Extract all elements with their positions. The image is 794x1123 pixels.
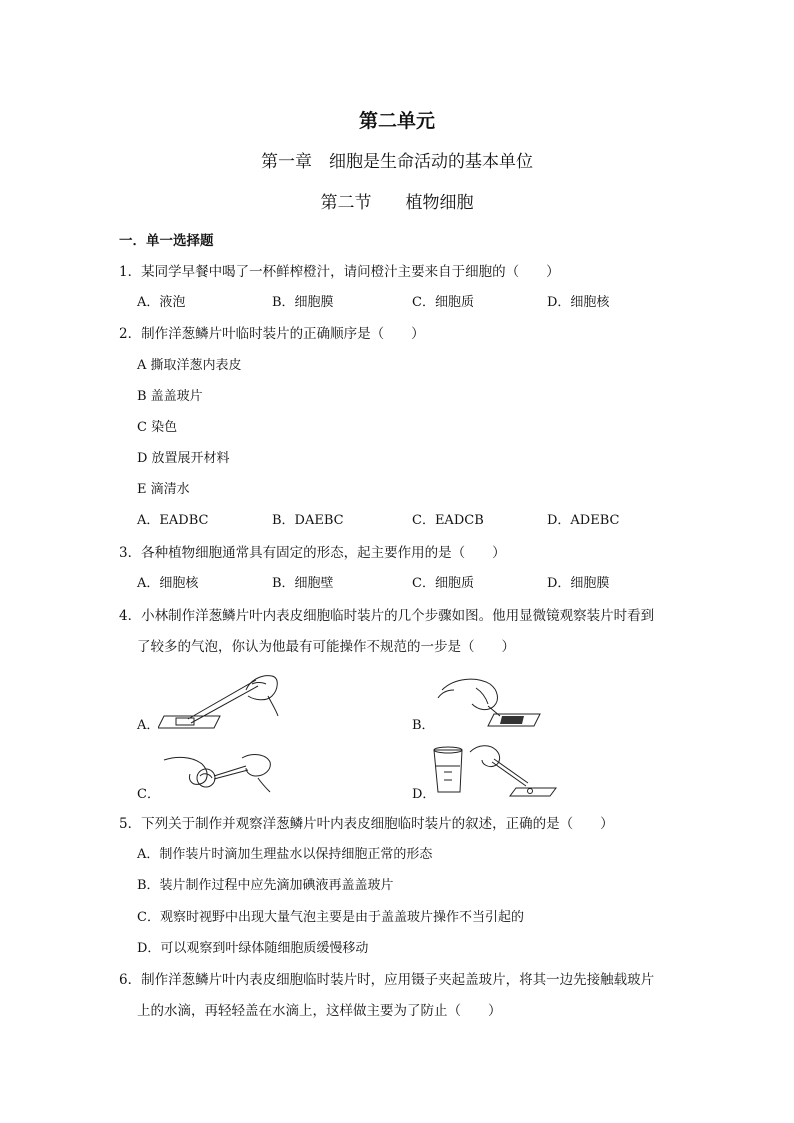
question-3-stem: 3．各种植物细胞通常具有固定的形态，起主要作用的是（ ） bbox=[119, 545, 506, 561]
chapter-title: 第一章 细胞是生命活动的基本单位 bbox=[261, 152, 533, 172]
question-4-stem-line1: 4．小林制作洋葱鳞片叶内表皮细胞临时装片的几个步骤如图。他用显微镜观察装片时看到 bbox=[119, 608, 655, 624]
q3-option-d: D．细胞膜 bbox=[547, 576, 610, 591]
q4-figure-label-a: A． bbox=[137, 718, 160, 733]
q2-step-a: A 撕取洋葱内表皮 bbox=[137, 358, 242, 373]
q2-option-a: A．EADBC bbox=[137, 513, 209, 528]
question-6-stem-line2: 上的水滴，再轻轻盖在水滴上，这样做主要为了防止（ ） bbox=[137, 1003, 502, 1019]
q2-option-b: B．DAEBC bbox=[272, 513, 344, 528]
q1-option-a: A．液泡 bbox=[137, 295, 186, 310]
q2-option-d: D．ADEBC bbox=[547, 513, 620, 528]
q5-option-a: A．制作装片时滴加生理盐水以保持细胞正常的形态 bbox=[137, 847, 433, 862]
q4-figure-label-c: C． bbox=[137, 787, 160, 802]
question-2-stem: 2．制作洋葱鳞片叶临时装片的正确顺序是（ ） bbox=[119, 326, 425, 342]
q5-option-c: C．观察时视野中出现大量气泡主要是由于盖盖玻片操作不当引起的 bbox=[137, 910, 524, 925]
q1-option-d: D．细胞核 bbox=[547, 295, 610, 310]
question-4-stem-line2: 了较多的气泡，你认为他最有可能操作不规范的一步是（ ） bbox=[137, 639, 515, 655]
q1-option-c: C．细胞质 bbox=[412, 295, 474, 310]
q2-step-e: E 滴清水 bbox=[137, 482, 190, 497]
q3-option-c: C．细胞质 bbox=[412, 576, 474, 591]
q2-step-d: D 放置展开材料 bbox=[137, 451, 230, 466]
q3-option-a: A．细胞核 bbox=[137, 576, 199, 591]
q4-figure-label-d: D． bbox=[412, 787, 436, 802]
q4-figure-c-onion-illustration bbox=[162, 750, 272, 796]
q4-figure-d-beaker-dropper-illustration bbox=[432, 740, 558, 798]
q2-option-c: C．EADCB bbox=[412, 513, 484, 528]
q4-figure-b-slide-illustration bbox=[432, 670, 544, 730]
q4-figure-a-tweezers-illustration bbox=[158, 666, 280, 730]
unit-title: 第二单元 bbox=[358, 110, 435, 132]
q3-option-b: B．细胞壁 bbox=[272, 576, 334, 591]
part-heading: 一．单一选择题 bbox=[119, 233, 214, 249]
q2-step-c: C 染色 bbox=[137, 420, 178, 435]
q2-step-b: B 盖盖玻片 bbox=[137, 389, 203, 404]
section-title: 第二节 植物细胞 bbox=[320, 193, 474, 213]
q1-option-b: B．细胞膜 bbox=[272, 295, 334, 310]
question-6-stem-line1: 6．制作洋葱鳞片叶内表皮细胞临时装片时，应用镊子夹起盖玻片，将其一边先接触载玻片 bbox=[119, 972, 655, 988]
question-5-stem: 5．下列关于制作并观察洋葱鳞片叶内表皮细胞临时装片的叙述，正确的是（ ） bbox=[119, 816, 614, 832]
q4-figure-label-b: B． bbox=[412, 718, 435, 733]
q5-option-d: D．可以观察到叶绿体随细胞质缓慢移动 bbox=[137, 941, 369, 956]
q5-option-b: B．装片制作过程中应先滴加碘液再盖盖玻片 bbox=[137, 878, 394, 893]
question-1-stem: 1．某同学早餐中喝了一杯鲜榨橙汁，请问橙汁主要来自于细胞的（ ） bbox=[119, 264, 560, 280]
